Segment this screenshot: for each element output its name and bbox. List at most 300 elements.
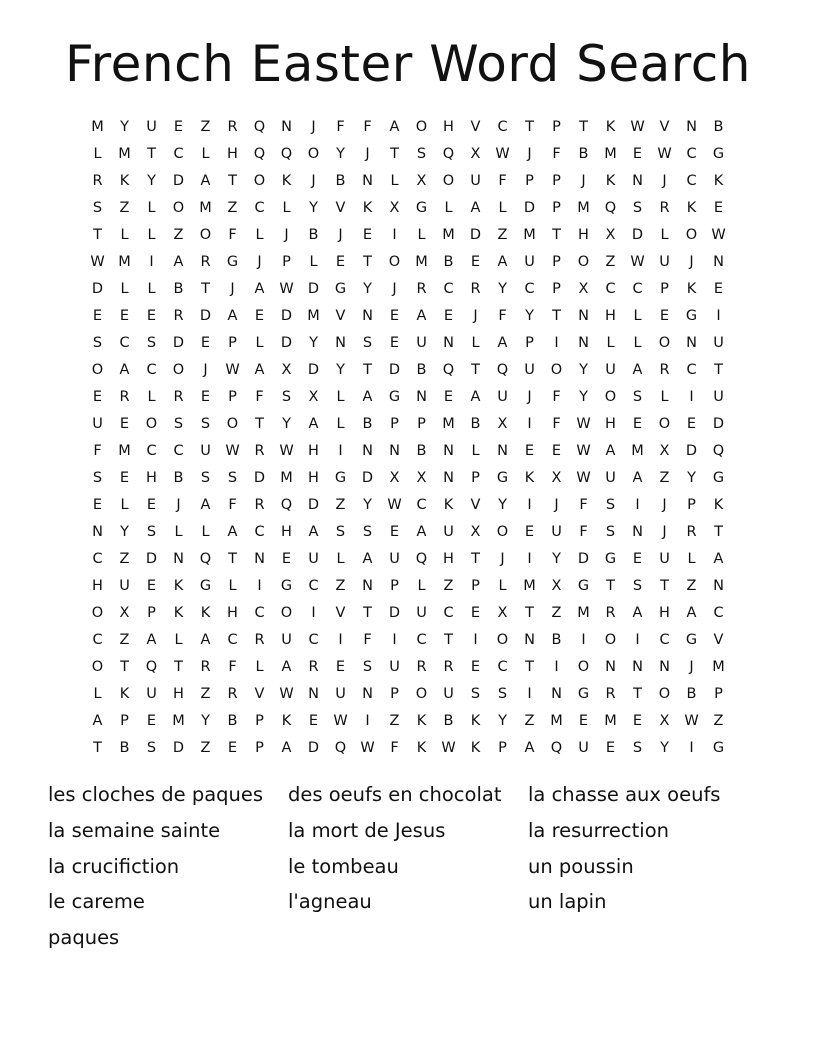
grid-letter: K xyxy=(470,713,481,729)
grid-letter: L xyxy=(309,254,318,270)
grid-letter: W xyxy=(711,227,726,243)
grid-letter: R xyxy=(119,389,130,405)
grid-letter: V xyxy=(335,200,346,216)
grid-letter: T xyxy=(255,416,264,432)
grid-letter: A xyxy=(524,740,535,756)
grid-letter: F xyxy=(552,389,561,405)
grid-letter: O xyxy=(658,686,671,702)
grid-letter: E xyxy=(173,119,184,135)
grid-letter: F xyxy=(255,389,264,405)
grid-letter: J xyxy=(176,497,181,513)
grid-letter: E xyxy=(470,659,481,675)
grid-letter: H xyxy=(281,524,292,540)
grid-letter: V xyxy=(335,605,346,621)
grid-letter: L xyxy=(93,146,102,162)
grid-letter: Z xyxy=(443,578,454,594)
grid-letter: O xyxy=(307,146,320,162)
grid-letter: I xyxy=(554,659,559,675)
word-list-item: un poussin xyxy=(528,854,634,878)
grid-letter: E xyxy=(632,416,643,432)
grid-letter: Y xyxy=(660,740,669,756)
grid-letter: K xyxy=(605,173,616,189)
grid-letter: Y xyxy=(579,389,588,405)
grid-letter: E xyxy=(92,389,103,405)
grid-letter: A xyxy=(416,308,427,324)
grid-letter: V xyxy=(470,497,481,513)
grid-letter: O xyxy=(280,605,293,621)
grid-letter: M xyxy=(118,254,131,270)
grid-letter: G xyxy=(685,308,698,324)
grid-letter: K xyxy=(686,281,697,297)
grid-letter: C xyxy=(686,362,697,378)
grid-letter: I xyxy=(338,443,343,459)
grid-row xyxy=(84,141,732,168)
grid-letter: W xyxy=(576,416,591,432)
grid-letter: U xyxy=(659,551,670,567)
grid-letter: E xyxy=(92,308,103,324)
grid-letter: K xyxy=(173,605,184,621)
grid-letter: K xyxy=(713,497,724,513)
grid-letter: U xyxy=(443,524,454,540)
grid-letter: A xyxy=(632,362,643,378)
grid-letter: J xyxy=(554,497,559,513)
grid-letter: D xyxy=(307,497,320,513)
grid-letter: G xyxy=(712,146,725,162)
grid-letter: W xyxy=(279,686,294,702)
grid-letter: R xyxy=(308,659,319,675)
grid-letter: W xyxy=(576,470,591,486)
grid-letter: P xyxy=(390,686,399,702)
grid-letter: R xyxy=(227,686,238,702)
grid-letter: L xyxy=(174,524,183,540)
grid-letter: S xyxy=(362,524,373,540)
grid-letter: U xyxy=(524,362,535,378)
grid-letter: B xyxy=(173,470,184,486)
grid-letter: H xyxy=(308,443,319,459)
grid-letter: C xyxy=(632,281,643,297)
grid-letter: T xyxy=(363,254,372,270)
grid-letter: G xyxy=(712,470,725,486)
grid-letter: Z xyxy=(173,227,184,243)
grid-letter: A xyxy=(119,362,130,378)
grid-letter: E xyxy=(389,308,400,324)
grid-letter: Q xyxy=(280,146,293,162)
grid-letter: D xyxy=(577,551,590,567)
grid-letter: J xyxy=(230,281,235,297)
grid-letter: P xyxy=(255,713,264,729)
grid-letter: F xyxy=(93,443,102,459)
grid-letter: J xyxy=(392,281,397,297)
grid-letter: L xyxy=(228,578,237,594)
grid-letter: O xyxy=(496,632,509,648)
grid-letter: H xyxy=(227,146,238,162)
grid-letter: Q xyxy=(496,362,509,378)
grid-letter: J xyxy=(581,173,586,189)
grid-letter: E xyxy=(362,227,373,243)
grid-letter: N xyxy=(632,173,643,189)
grid-letter: E xyxy=(254,308,265,324)
word-list xyxy=(48,778,768,957)
grid-letter: M xyxy=(415,254,428,270)
word-list-item: la resurrection xyxy=(528,818,670,842)
grid-letter: Z xyxy=(200,119,211,135)
grid-letter: X xyxy=(308,389,319,405)
grid-letter: U xyxy=(713,335,724,351)
grid-letter: L xyxy=(390,173,399,189)
grid-letter: L xyxy=(201,146,210,162)
grid-letter: C xyxy=(308,632,319,648)
grid-letter: C xyxy=(497,119,508,135)
grid-letter: A xyxy=(470,200,481,216)
grid-letter: E xyxy=(92,497,103,513)
grid-letter: N xyxy=(551,686,562,702)
grid-letter: A xyxy=(686,605,697,621)
grid-letter: I xyxy=(392,632,397,648)
grid-letter: E xyxy=(443,389,454,405)
grid-letter: Z xyxy=(335,497,346,513)
grid-letter: B xyxy=(416,443,427,459)
grid-letter: K xyxy=(416,740,427,756)
grid-letter: P xyxy=(390,578,399,594)
grid-letter: Z xyxy=(119,632,130,648)
grid-letter: N xyxy=(362,173,373,189)
grid-letter: G xyxy=(388,389,401,405)
grid-letter: O xyxy=(658,416,671,432)
grid-letter: C xyxy=(173,146,184,162)
grid-letter: P xyxy=(552,173,561,189)
grid-letter: I xyxy=(635,497,640,513)
grid-letter: L xyxy=(498,200,507,216)
grid-letter: M xyxy=(442,227,455,243)
grid-letter: K xyxy=(173,578,184,594)
grid-letter: T xyxy=(525,119,534,135)
grid-letter: S xyxy=(632,740,643,756)
grid-letter: X xyxy=(281,362,292,378)
grid-letter: F xyxy=(498,308,507,324)
grid-letter: N xyxy=(578,308,589,324)
grid-letter: R xyxy=(686,524,697,540)
grid-letter: Y xyxy=(309,200,318,216)
grid-letter: C xyxy=(92,632,103,648)
grid-letter: T xyxy=(471,362,480,378)
grid-letter: N xyxy=(497,443,508,459)
grid-letter: T xyxy=(174,659,183,675)
grid-letter: U xyxy=(524,254,535,270)
grid-letter: E xyxy=(524,443,535,459)
grid-letter: P xyxy=(390,416,399,432)
grid-letter: U xyxy=(578,740,589,756)
grid-letter: W xyxy=(225,443,240,459)
grid-letter: W xyxy=(657,146,672,162)
grid-row xyxy=(84,492,732,519)
grid-letter: B xyxy=(470,416,481,432)
grid-letter: W xyxy=(225,362,240,378)
grid-letter: U xyxy=(470,173,481,189)
grid-letter: U xyxy=(119,578,130,594)
grid-row xyxy=(84,627,732,654)
grid-letter: L xyxy=(282,200,291,216)
grid-letter: D xyxy=(280,308,293,324)
grid-letter: O xyxy=(415,686,428,702)
grid-letter: N xyxy=(335,335,346,351)
grid-letter: K xyxy=(686,200,697,216)
grid-letter: D xyxy=(307,362,320,378)
grid-letter: A xyxy=(470,389,481,405)
grid-row xyxy=(84,222,732,249)
grid-row xyxy=(84,384,732,411)
grid-letter: C xyxy=(92,551,103,567)
grid-letter: D xyxy=(172,335,185,351)
grid-letter: L xyxy=(255,335,264,351)
grid-letter: S xyxy=(497,686,508,702)
grid-row xyxy=(84,573,732,600)
grid-letter: L xyxy=(660,389,669,405)
grid-letter: E xyxy=(335,254,346,270)
grid-letter: M xyxy=(577,200,590,216)
grid-letter: O xyxy=(577,254,590,270)
grid-letter: B xyxy=(551,632,562,648)
grid-letter: L xyxy=(201,524,210,540)
grid-letter: D xyxy=(631,227,644,243)
grid-letter: F xyxy=(228,659,237,675)
grid-letter: X xyxy=(389,470,400,486)
word-list-item: le tombeau xyxy=(288,854,399,878)
grid-row xyxy=(84,735,732,762)
grid-letter: A xyxy=(497,335,508,351)
grid-letter: A xyxy=(416,524,427,540)
grid-letter: C xyxy=(497,659,508,675)
grid-letter: J xyxy=(338,227,343,243)
grid-letter: O xyxy=(172,362,185,378)
grid-letter: X xyxy=(659,443,670,459)
grid-letter: Y xyxy=(336,146,345,162)
grid-letter: O xyxy=(91,362,104,378)
grid-letter: S xyxy=(92,335,103,351)
grid-letter: Z xyxy=(713,713,724,729)
grid-letter: S xyxy=(92,200,103,216)
grid-letter: J xyxy=(662,173,667,189)
grid-letter: E xyxy=(146,578,157,594)
grid-letter: S xyxy=(362,659,373,675)
grid-letter: X xyxy=(389,200,400,216)
grid-letter: B xyxy=(362,416,373,432)
grid-letter: X xyxy=(659,713,670,729)
grid-letter: S xyxy=(632,578,643,594)
grid-letter: S xyxy=(227,470,238,486)
grid-letter: F xyxy=(228,227,237,243)
grid-letter: T xyxy=(633,686,642,702)
grid-letter: J xyxy=(689,254,694,270)
grid-letter: P xyxy=(471,470,480,486)
grid-letter: M xyxy=(523,227,536,243)
grid-letter: D xyxy=(712,416,725,432)
grid-letter: G xyxy=(334,281,347,297)
grid-letter: Y xyxy=(498,497,507,513)
grid-letter: B xyxy=(416,362,427,378)
word-list-item: paques xyxy=(48,926,120,950)
grid-letter: J xyxy=(311,119,316,135)
grid-letter: R xyxy=(173,389,184,405)
grid-letter: S xyxy=(200,470,211,486)
grid-letter: C xyxy=(254,605,265,621)
grid-letter: S xyxy=(146,524,157,540)
grid-letter: X xyxy=(470,146,481,162)
grid-letter: H xyxy=(443,119,454,135)
grid-letter: E xyxy=(551,443,562,459)
grid-letter: O xyxy=(91,659,104,675)
grid-letter: C xyxy=(605,281,616,297)
grid-letter: Y xyxy=(282,416,291,432)
grid-letter: N xyxy=(362,443,373,459)
grid-letter: U xyxy=(605,470,616,486)
grid-letter: Y xyxy=(498,281,507,297)
grid-letter: T xyxy=(525,605,534,621)
grid-letter: F xyxy=(390,740,399,756)
grid-letter: L xyxy=(336,416,345,432)
grid-letter: D xyxy=(469,227,482,243)
grid-letter: C xyxy=(173,443,184,459)
grid-letter: A xyxy=(200,632,211,648)
grid-letter: K xyxy=(281,173,292,189)
grid-letter: L xyxy=(336,551,345,567)
grid-letter: O xyxy=(658,335,671,351)
grid-letter: S xyxy=(632,200,643,216)
grid-letter: E xyxy=(632,146,643,162)
grid-letter: Y xyxy=(363,497,372,513)
grid-letter: I xyxy=(338,632,343,648)
grid-letter: D xyxy=(172,173,185,189)
grid-letter: I xyxy=(581,632,586,648)
grid-letter: T xyxy=(228,551,237,567)
grid-letter: W xyxy=(576,443,591,459)
grid-letter: S xyxy=(416,146,427,162)
grid-letter: W xyxy=(630,254,645,270)
grid-letter: G xyxy=(280,578,293,594)
grid-letter: T xyxy=(552,227,561,243)
grid-letter: O xyxy=(172,200,185,216)
grid-letter: R xyxy=(659,200,670,216)
grid-letter: M xyxy=(307,308,320,324)
grid-letter: S xyxy=(605,497,616,513)
grid-letter: Y xyxy=(687,470,696,486)
grid-letter: Y xyxy=(552,551,561,567)
word-list-item: la crucifiction xyxy=(48,854,180,878)
grid-letter: O xyxy=(199,227,212,243)
grid-letter: K xyxy=(524,470,535,486)
grid-letter: R xyxy=(254,497,265,513)
grid-letter: Y xyxy=(147,173,156,189)
grid-letter: U xyxy=(605,362,616,378)
grid-letter: X xyxy=(605,227,616,243)
grid-letter: S xyxy=(605,524,616,540)
grid-letter: R xyxy=(659,362,670,378)
grid-letter: W xyxy=(360,740,375,756)
grid-letter: N xyxy=(362,308,373,324)
grid-letter: T xyxy=(552,308,561,324)
grid-letter: E xyxy=(119,470,130,486)
grid-letter: L xyxy=(147,281,156,297)
grid-letter: L xyxy=(255,227,264,243)
grid-letter: N xyxy=(659,659,670,675)
grid-letter: N xyxy=(686,119,697,135)
grid-letter: B xyxy=(119,740,130,756)
grid-letter: A xyxy=(200,497,211,513)
grid-letter: J xyxy=(689,659,694,675)
grid-letter: Y xyxy=(120,524,129,540)
grid-letter: V xyxy=(470,119,481,135)
grid-letter: U xyxy=(92,416,103,432)
grid-letter: J xyxy=(257,254,262,270)
grid-letter: H xyxy=(443,551,454,567)
grid-letter: F xyxy=(579,524,588,540)
grid-letter: E xyxy=(632,551,643,567)
grid-letter: P xyxy=(228,389,237,405)
grid-letter: H xyxy=(227,605,238,621)
grid-letter: Q xyxy=(442,146,455,162)
grid-letter: K xyxy=(281,713,292,729)
grid-letter: M xyxy=(577,605,590,621)
grid-letter: L xyxy=(660,227,669,243)
grid-letter: H xyxy=(578,227,589,243)
grid-letter: A xyxy=(713,551,724,567)
grid-letter: T xyxy=(390,146,399,162)
grid-letter: J xyxy=(365,146,370,162)
grid-letter: Z xyxy=(200,686,211,702)
grid-letter: C xyxy=(416,632,427,648)
grid-letter: A xyxy=(227,308,238,324)
grid-letter: B xyxy=(713,119,724,135)
grid-letter: G xyxy=(334,470,347,486)
grid-letter: F xyxy=(552,416,561,432)
grid-letter: P xyxy=(228,335,237,351)
grid-letter: L xyxy=(444,200,453,216)
grid-letter: Q xyxy=(199,551,212,567)
grid-letter: L xyxy=(147,200,156,216)
grid-letter: N xyxy=(632,524,643,540)
grid-letter: W xyxy=(387,497,402,513)
grid-letter: L xyxy=(93,686,102,702)
grid-letter: T xyxy=(147,146,156,162)
grid-letter: T xyxy=(579,119,588,135)
grid-letter: A xyxy=(281,659,292,675)
grid-letter: P xyxy=(417,416,426,432)
grid-letter: Q xyxy=(253,146,266,162)
grid-letter: X xyxy=(551,470,562,486)
grid-letter: P xyxy=(660,281,669,297)
grid-letter: T xyxy=(714,362,723,378)
grid-letter: W xyxy=(495,146,510,162)
grid-letter: Q xyxy=(550,740,563,756)
grid-letter: Q xyxy=(604,200,617,216)
grid-letter: P xyxy=(255,740,264,756)
grid-letter: N xyxy=(443,335,454,351)
grid-letter: A xyxy=(308,416,319,432)
grid-letter: A xyxy=(362,389,373,405)
grid-letter: T xyxy=(201,281,210,297)
grid-letter: Y xyxy=(579,362,588,378)
grid-letter: K xyxy=(443,497,454,513)
grid-letter: M xyxy=(604,146,617,162)
grid-letter: T xyxy=(660,578,669,594)
word-list-item: le careme xyxy=(48,890,145,914)
grid-letter: D xyxy=(307,281,320,297)
grid-letter: P xyxy=(471,578,480,594)
grid-letter: P xyxy=(282,254,291,270)
grid-row xyxy=(84,411,732,438)
grid-row xyxy=(84,465,732,492)
grid-letter: E xyxy=(281,551,292,567)
grid-letter: E xyxy=(659,308,670,324)
